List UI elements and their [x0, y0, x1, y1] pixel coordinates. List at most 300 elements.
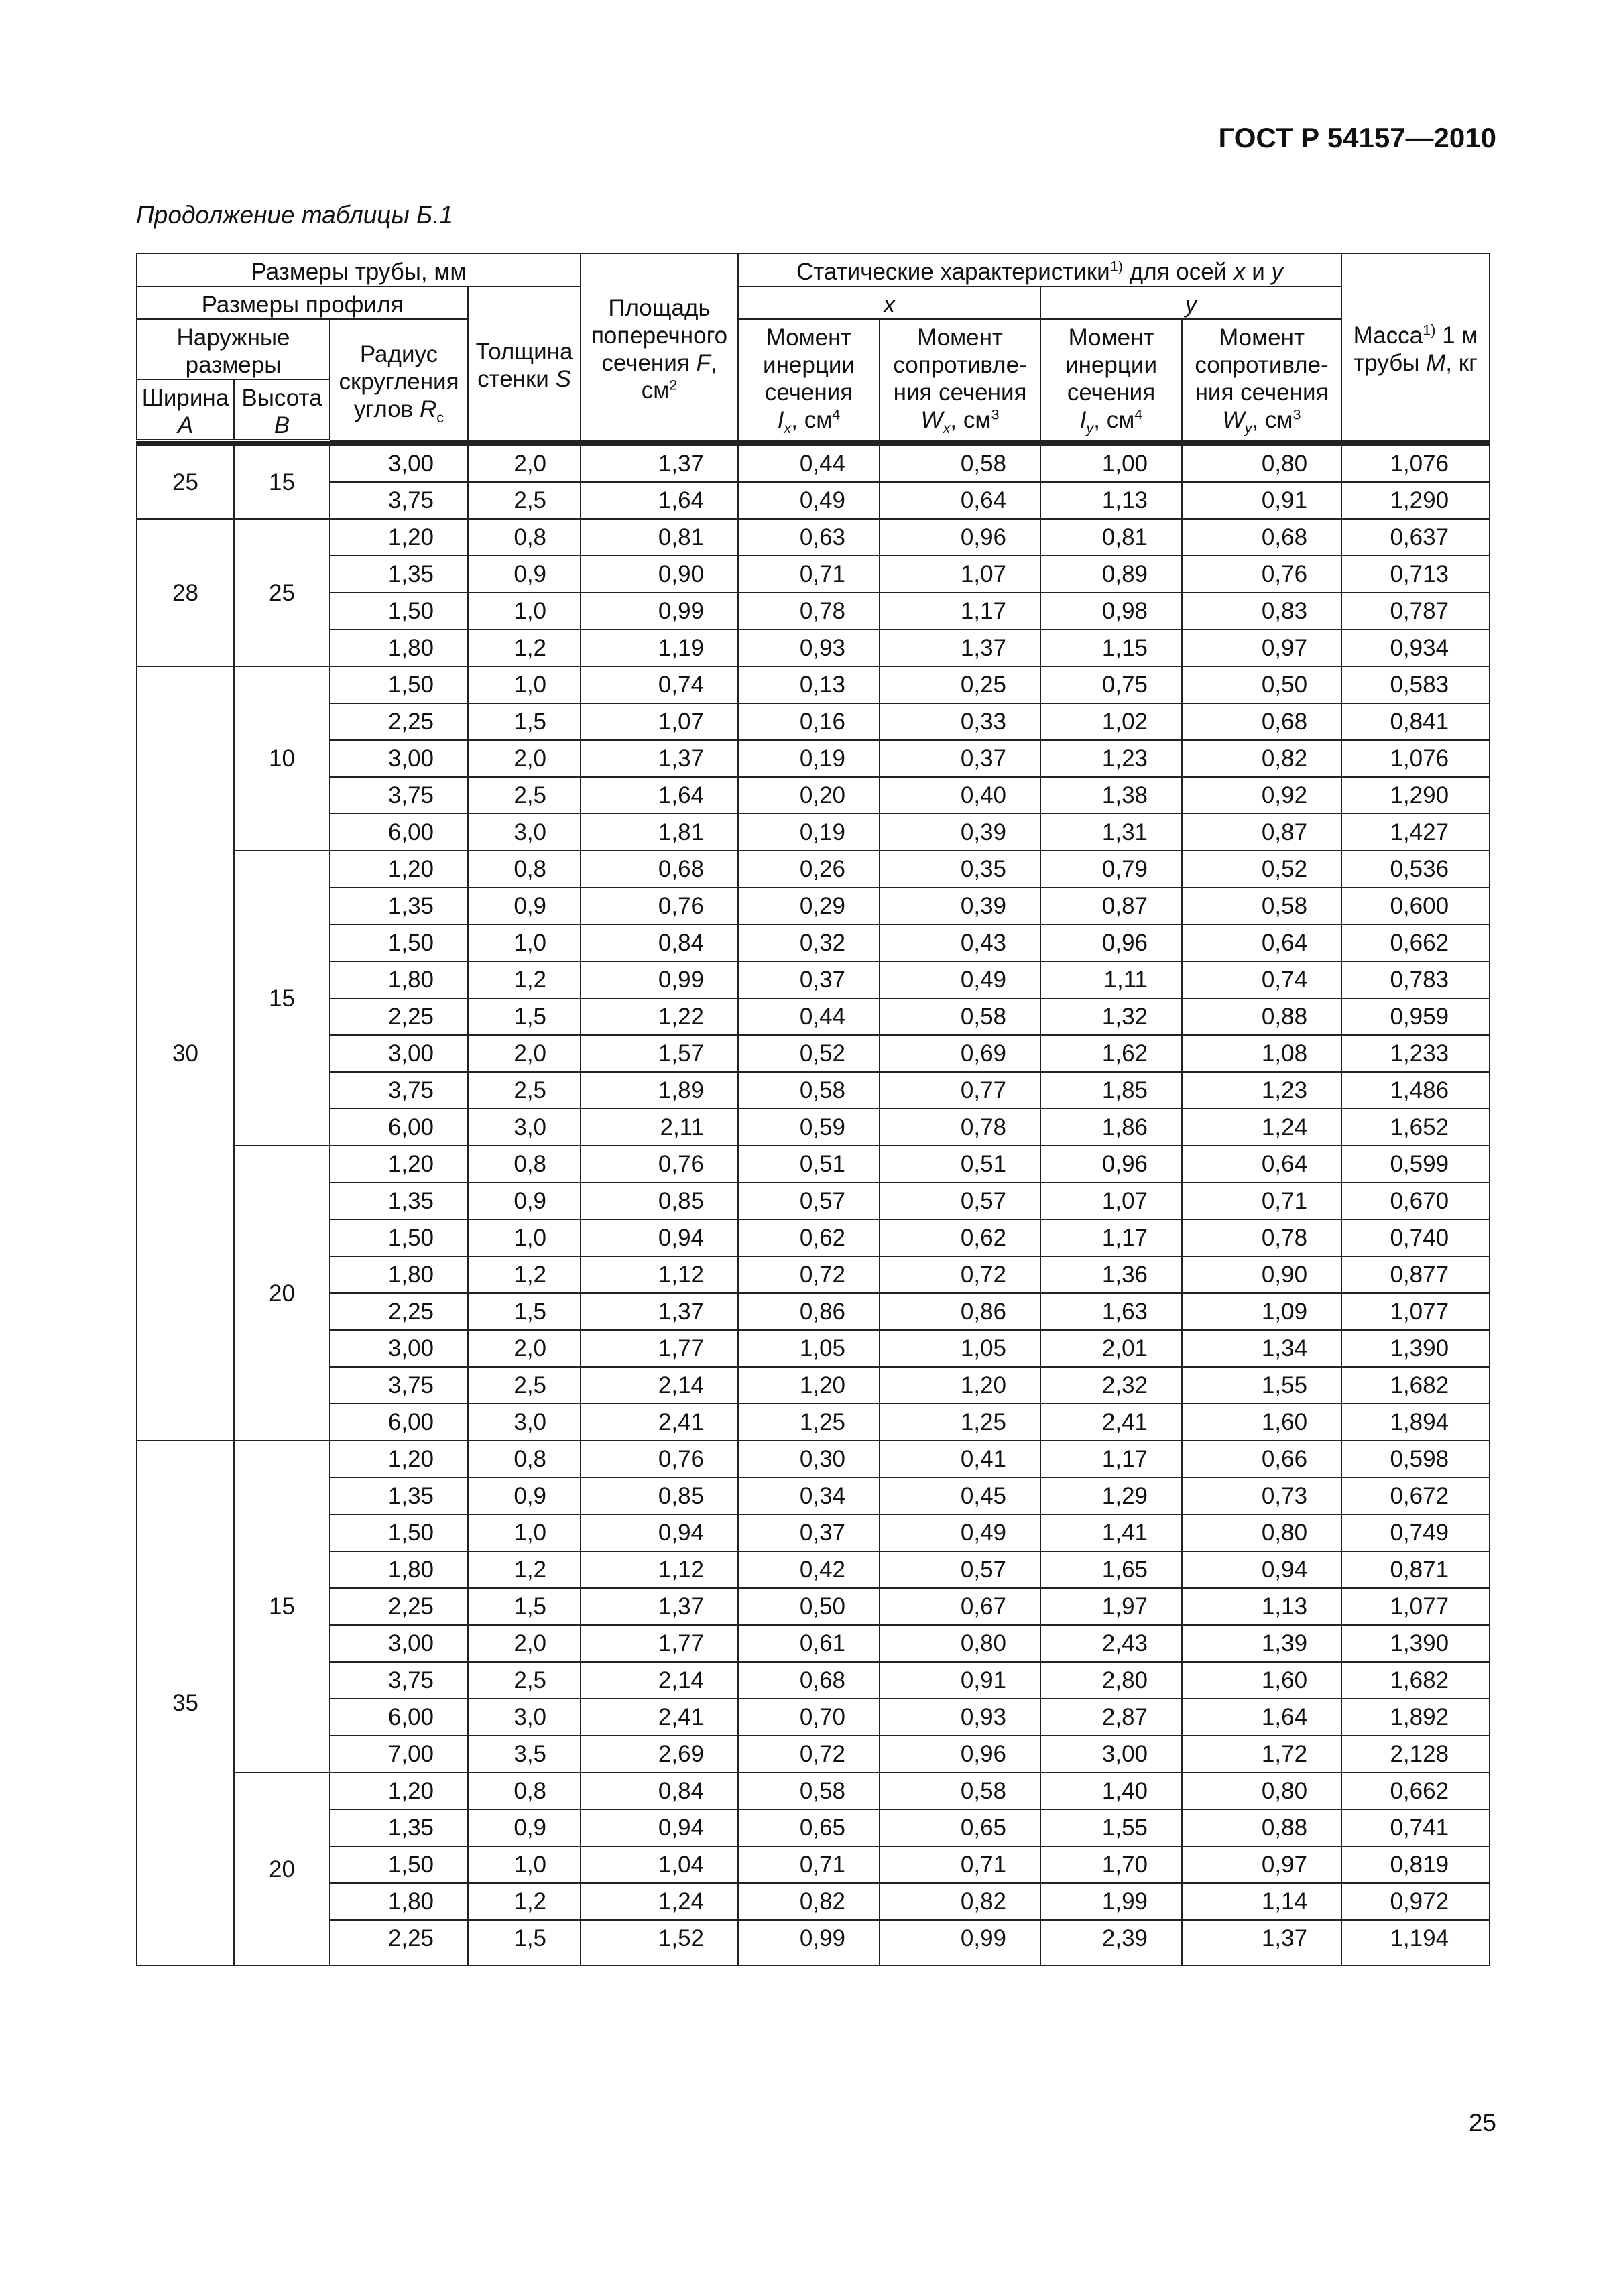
area-cell: 0,85	[581, 1477, 738, 1514]
area-cell: 0,76	[581, 888, 738, 924]
wx-cell: 0,96	[880, 519, 1040, 556]
area-cell: 1,89	[581, 1072, 738, 1109]
iy-cell: 1,00	[1040, 444, 1182, 483]
wx-cell: 0,58	[880, 444, 1040, 483]
area-cell: 0,94	[581, 1514, 738, 1551]
table-caption: Продолжение таблицы Б.1	[136, 201, 453, 229]
wall-cell: 0,8	[468, 851, 581, 888]
wx-cell: 0,64	[880, 482, 1040, 519]
header-wy: Момент сопротивле-ния сечения $W_y$, $см^3$	[1182, 319, 1341, 441]
page-number: 25	[1468, 2109, 1496, 2136]
iy-cell: 2,39	[1040, 1920, 1182, 1966]
mass-cell: 0,934	[1341, 629, 1490, 666]
wx-cell: 0,33	[880, 703, 1040, 740]
radius-cell: 1,35	[330, 888, 468, 924]
height-cell: 10	[234, 666, 330, 851]
wx-cell: 0,49	[880, 1514, 1040, 1551]
iy-cell: 1,62	[1040, 1035, 1182, 1072]
wall-cell: 3,0	[468, 1404, 581, 1441]
header-outer-sizes: Наружные размеры	[137, 319, 330, 379]
wx-cell: 0,43	[880, 924, 1040, 961]
table-row	[137, 851, 1490, 888]
area-cell: 1,07	[581, 703, 738, 740]
table-row	[137, 1514, 1490, 1551]
radius-cell: 3,00	[330, 740, 468, 777]
iy-cell: 1,32	[1040, 998, 1182, 1035]
area-cell: 0,90	[581, 556, 738, 593]
wx-cell: 0,62	[880, 1219, 1040, 1256]
ix-cell: 0,93	[738, 629, 880, 666]
iy-cell: 0,96	[1040, 924, 1182, 961]
iy-cell: 0,89	[1040, 556, 1182, 593]
ix-cell: 1,05	[738, 1330, 880, 1367]
ix-cell: 1,25	[738, 1404, 880, 1441]
wx-cell: 1,07	[880, 556, 1040, 593]
header-corner-radius: Радиус скругления углов $R_c$	[330, 319, 468, 441]
ix-cell: 0,86	[738, 1293, 880, 1330]
area-cell: 1,64	[581, 777, 738, 814]
area-cell: 1,12	[581, 1551, 738, 1588]
wall-cell: 0,8	[468, 1441, 581, 1477]
area-cell: 0,74	[581, 666, 738, 703]
wy-cell: 0,82	[1182, 740, 1341, 777]
area-cell: 1,64	[581, 482, 738, 519]
wall-cell: 0,8	[468, 519, 581, 556]
mass-cell: 1,892	[1341, 1699, 1490, 1736]
mass-cell: 1,486	[1341, 1072, 1490, 1109]
wy-cell: 1,37	[1182, 1920, 1341, 1966]
ix-cell: 0,70	[738, 1699, 880, 1736]
mass-cell: 1,194	[1341, 1920, 1490, 1966]
radius-cell: 3,00	[330, 1330, 468, 1367]
mass-cell: 0,783	[1341, 961, 1490, 998]
ix-cell: 0,42	[738, 1551, 880, 1588]
iy-cell: 1,97	[1040, 1588, 1182, 1625]
area-cell: 0,85	[581, 1183, 738, 1219]
wall-cell: 0,9	[468, 1809, 581, 1846]
iy-cell: 0,98	[1040, 593, 1182, 629]
wall-cell: 1,2	[468, 1551, 581, 1588]
radius-cell: 3,00	[330, 1625, 468, 1662]
mass-cell: 0,741	[1341, 1809, 1490, 1846]
wy-cell: 0,80	[1182, 1514, 1341, 1551]
wy-cell: 1,09	[1182, 1293, 1341, 1330]
iy-cell: 1,07	[1040, 1183, 1182, 1219]
iy-cell: 1,70	[1040, 1846, 1182, 1883]
iy-cell: 1,15	[1040, 629, 1182, 666]
wx-cell: 0,37	[880, 740, 1040, 777]
header-wx: Момент сопротивле-ния сечения $W_x$, $см^3$	[880, 319, 1040, 441]
wx-cell: 0,39	[880, 888, 1040, 924]
wall-cell: 2,5	[468, 1662, 581, 1699]
radius-cell: 1,35	[330, 1477, 468, 1514]
wy-cell: 1,13	[1182, 1588, 1341, 1625]
ix-cell: 0,99	[738, 1920, 880, 1966]
ix-cell: 0,58	[738, 1772, 880, 1809]
wy-cell: 0,78	[1182, 1219, 1341, 1256]
ix-cell: 0,65	[738, 1809, 880, 1846]
iy-cell: 2,01	[1040, 1330, 1182, 1367]
iy-cell: 1,02	[1040, 703, 1182, 740]
table-row	[137, 1330, 1490, 1367]
mass-cell: 0,749	[1341, 1514, 1490, 1551]
ix-cell: 0,78	[738, 593, 880, 629]
table-row	[137, 629, 1490, 666]
wy-cell: 0,64	[1182, 1146, 1341, 1183]
radius-cell: 1,20	[330, 1441, 468, 1477]
wy-cell: 0,92	[1182, 777, 1341, 814]
table-row	[137, 1588, 1490, 1625]
wx-cell: 0,40	[880, 777, 1040, 814]
wall-cell: 1,0	[468, 593, 581, 629]
mass-cell: 1,682	[1341, 1367, 1490, 1404]
wx-cell: 0,69	[880, 1035, 1040, 1072]
wx-cell: 0,72	[880, 1256, 1040, 1293]
wy-cell: 0,76	[1182, 556, 1341, 593]
mass-cell: 0,599	[1341, 1146, 1490, 1183]
radius-cell: 1,80	[330, 1256, 468, 1293]
mass-cell: 1,652	[1341, 1109, 1490, 1146]
table-header	[137, 253, 1490, 444]
width-cell: 30	[137, 666, 234, 1441]
ix-cell: 0,44	[738, 444, 880, 483]
width-cell: 28	[137, 519, 234, 666]
wx-cell: 0,57	[880, 1183, 1040, 1219]
ix-cell: 0,71	[738, 1846, 880, 1883]
iy-cell: 1,36	[1040, 1256, 1182, 1293]
wall-cell: 3,0	[468, 1109, 581, 1146]
radius-cell: 6,00	[330, 1109, 468, 1146]
ix-cell: 0,58	[738, 1072, 880, 1109]
table-row	[137, 961, 1490, 998]
mass-cell: 0,841	[1341, 703, 1490, 740]
area-cell: 1,81	[581, 814, 738, 851]
wy-cell: 0,97	[1182, 1846, 1341, 1883]
mass-cell: 1,290	[1341, 482, 1490, 519]
wy-cell: 0,71	[1182, 1183, 1341, 1219]
wall-cell: 2,0	[468, 1625, 581, 1662]
wy-cell: 0,68	[1182, 703, 1341, 740]
radius-cell: 1,80	[330, 1883, 468, 1920]
wx-cell: 0,25	[880, 666, 1040, 703]
wx-cell: 0,41	[880, 1441, 1040, 1477]
wx-cell: 1,17	[880, 593, 1040, 629]
header-height: Высота B	[234, 379, 330, 441]
iy-cell: 0,75	[1040, 666, 1182, 703]
header-axis-x: x	[738, 286, 1040, 319]
mass-cell: 0,662	[1341, 924, 1490, 961]
table-row	[137, 593, 1490, 629]
mass-cell: 0,598	[1341, 1441, 1490, 1477]
wx-cell: 0,82	[880, 1883, 1040, 1920]
mass-cell: 1,076	[1341, 740, 1490, 777]
wx-cell: 1,37	[880, 629, 1040, 666]
area-cell: 0,84	[581, 1772, 738, 1809]
table-row	[137, 998, 1490, 1035]
height-cell: 15	[234, 1441, 330, 1772]
area-cell: 2,11	[581, 1109, 738, 1146]
ix-cell: 0,72	[738, 1256, 880, 1293]
table-row	[137, 1551, 1490, 1588]
table-row	[137, 1219, 1490, 1256]
radius-cell: 3,00	[330, 444, 468, 483]
radius-cell: 3,75	[330, 1072, 468, 1109]
mass-cell: 1,427	[1341, 814, 1490, 851]
iy-cell: 1,40	[1040, 1772, 1182, 1809]
ix-cell: 0,19	[738, 740, 880, 777]
area-cell: 1,37	[581, 1293, 738, 1330]
wall-cell: 1,5	[468, 1920, 581, 1966]
radius-cell: 3,75	[330, 1662, 468, 1699]
wall-cell: 1,5	[468, 998, 581, 1035]
pipe-properties-table	[136, 253, 1490, 1966]
wy-cell: 1,64	[1182, 1699, 1341, 1736]
mass-cell: 0,600	[1341, 888, 1490, 924]
iy-cell: 1,86	[1040, 1109, 1182, 1146]
header-pipe-sizes: Размеры трубы, мм	[137, 253, 581, 286]
iy-cell: 2,32	[1040, 1367, 1182, 1404]
ix-cell: 0,44	[738, 998, 880, 1035]
mass-cell: 1,390	[1341, 1625, 1490, 1662]
iy-cell: 1,17	[1040, 1441, 1182, 1477]
ix-cell: 0,30	[738, 1441, 880, 1477]
iy-cell: 2,80	[1040, 1662, 1182, 1699]
radius-cell: 1,50	[330, 666, 468, 703]
area-cell: 2,14	[581, 1662, 738, 1699]
radius-cell: 1,50	[330, 1846, 468, 1883]
table-row	[137, 1183, 1490, 1219]
area-cell: 2,41	[581, 1404, 738, 1441]
area-cell: 2,69	[581, 1736, 738, 1772]
area-cell: 1,19	[581, 629, 738, 666]
iy-cell: 1,65	[1040, 1551, 1182, 1588]
iy-cell: 3,00	[1040, 1736, 1182, 1772]
table-row	[137, 703, 1490, 740]
area-cell: 1,24	[581, 1883, 738, 1920]
wx-cell: 0,86	[880, 1293, 1040, 1330]
table-row	[137, 1920, 1490, 1966]
wall-cell: 2,5	[468, 1072, 581, 1109]
wall-cell: 0,8	[468, 1146, 581, 1183]
wy-cell: 1,14	[1182, 1883, 1341, 1920]
radius-cell: 1,80	[330, 1551, 468, 1588]
area-cell: 1,04	[581, 1846, 738, 1883]
wy-cell: 1,55	[1182, 1367, 1341, 1404]
iy-cell: 1,41	[1040, 1514, 1182, 1551]
wx-cell: 0,93	[880, 1699, 1040, 1736]
radius-cell: 2,25	[330, 1588, 468, 1625]
table-row	[137, 1699, 1490, 1736]
wx-cell: 0,58	[880, 1772, 1040, 1809]
mass-cell: 1,390	[1341, 1330, 1490, 1367]
wy-cell: 0,88	[1182, 998, 1341, 1035]
table-row	[137, 1404, 1490, 1441]
area-cell: 1,12	[581, 1256, 738, 1293]
ix-cell: 0,20	[738, 777, 880, 814]
wall-cell: 1,2	[468, 629, 581, 666]
radius-cell: 3,75	[330, 482, 468, 519]
mass-cell: 2,128	[1341, 1736, 1490, 1772]
radius-cell: 6,00	[330, 1404, 468, 1441]
wall-cell: 1,0	[468, 666, 581, 703]
wy-cell: 0,58	[1182, 888, 1341, 924]
table-row	[137, 482, 1490, 519]
iy-cell: 0,81	[1040, 519, 1182, 556]
ix-cell: 1,20	[738, 1367, 880, 1404]
area-cell: 2,14	[581, 1367, 738, 1404]
area-cell: 1,37	[581, 740, 738, 777]
radius-cell: 1,50	[330, 1514, 468, 1551]
mass-cell: 1,077	[1341, 1293, 1490, 1330]
wy-cell: 0,74	[1182, 961, 1341, 998]
wall-cell: 1,2	[468, 961, 581, 998]
wy-cell: 0,64	[1182, 924, 1341, 961]
wall-cell: 3,0	[468, 1699, 581, 1736]
mass-cell: 0,740	[1341, 1219, 1490, 1256]
wy-cell: 1,60	[1182, 1662, 1341, 1699]
area-cell: 1,22	[581, 998, 738, 1035]
wall-cell: 0,9	[468, 556, 581, 593]
table-row	[137, 888, 1490, 924]
ix-cell: 0,32	[738, 924, 880, 961]
wx-cell: 0,99	[880, 1920, 1040, 1966]
wall-cell: 1,0	[468, 1219, 581, 1256]
ix-cell: 0,61	[738, 1625, 880, 1662]
wx-cell: 1,20	[880, 1367, 1040, 1404]
ix-cell: 0,71	[738, 556, 880, 593]
ix-cell: 0,49	[738, 482, 880, 519]
iy-cell: 1,55	[1040, 1809, 1182, 1846]
iy-cell: 1,13	[1040, 482, 1182, 519]
standard-number: ГОСТ Р 54157—2010	[1218, 122, 1496, 154]
wx-cell: 0,39	[880, 814, 1040, 851]
iy-cell: 0,79	[1040, 851, 1182, 888]
ix-cell: 0,52	[738, 1035, 880, 1072]
mass-cell: 0,670	[1341, 1183, 1490, 1219]
ix-cell: 0,29	[738, 888, 880, 924]
height-cell: 20	[234, 1772, 330, 1966]
iy-cell: 0,87	[1040, 888, 1182, 924]
table-row	[137, 444, 1490, 483]
table-row	[137, 1146, 1490, 1183]
wy-cell: 0,68	[1182, 519, 1341, 556]
wy-cell: 1,72	[1182, 1736, 1341, 1772]
header-axis-y: y	[1040, 286, 1341, 319]
table-row	[137, 1662, 1490, 1699]
wall-cell: 2,0	[468, 1035, 581, 1072]
wall-cell: 2,5	[468, 777, 581, 814]
wall-cell: 1,2	[468, 1883, 581, 1920]
table-row	[137, 1109, 1490, 1146]
table-row	[137, 1625, 1490, 1662]
wy-cell: 0,90	[1182, 1256, 1341, 1293]
wx-cell: 0,35	[880, 851, 1040, 888]
wy-cell: 0,91	[1182, 482, 1341, 519]
ix-cell: 0,16	[738, 703, 880, 740]
ix-cell: 0,13	[738, 666, 880, 703]
width-cell: 35	[137, 1441, 234, 1966]
wall-cell: 1,2	[468, 1256, 581, 1293]
ix-cell: 0,82	[738, 1883, 880, 1920]
area-cell: 0,94	[581, 1809, 738, 1846]
wy-cell: 0,87	[1182, 814, 1341, 851]
area-cell: 0,99	[581, 593, 738, 629]
mass-cell: 0,536	[1341, 851, 1490, 888]
wy-cell: 0,94	[1182, 1551, 1341, 1588]
iy-cell: 1,11	[1040, 961, 1182, 998]
wall-cell: 1,5	[468, 1293, 581, 1330]
area-cell: 1,77	[581, 1330, 738, 1367]
wall-cell: 1,5	[468, 703, 581, 740]
iy-cell: 1,63	[1040, 1293, 1182, 1330]
ix-cell: 0,37	[738, 961, 880, 998]
wy-cell: 0,66	[1182, 1441, 1341, 1477]
mass-cell: 0,713	[1341, 556, 1490, 593]
radius-cell: 6,00	[330, 814, 468, 851]
wall-cell: 0,9	[468, 1183, 581, 1219]
wall-cell: 3,5	[468, 1736, 581, 1772]
table-row	[137, 1035, 1490, 1072]
height-cell: 20	[234, 1146, 330, 1441]
iy-cell: 2,87	[1040, 1699, 1182, 1736]
wx-cell: 0,57	[880, 1551, 1040, 1588]
wx-cell: 0,58	[880, 998, 1040, 1035]
table-row	[137, 777, 1490, 814]
wall-cell: 2,0	[468, 444, 581, 483]
radius-cell: 2,25	[330, 1920, 468, 1966]
mass-cell: 0,662	[1341, 1772, 1490, 1809]
ix-cell: 0,68	[738, 1662, 880, 1699]
area-cell: 0,94	[581, 1219, 738, 1256]
wy-cell: 1,34	[1182, 1330, 1341, 1367]
wall-cell: 1,5	[468, 1588, 581, 1625]
radius-cell: 1,50	[330, 924, 468, 961]
wx-cell: 0,91	[880, 1662, 1040, 1699]
iy-cell: 1,17	[1040, 1219, 1182, 1256]
iy-cell: 1,29	[1040, 1477, 1182, 1514]
height-cell: 25	[234, 519, 330, 666]
header-ix: Момент инерции сечения $I_x$, $см^4$	[738, 319, 880, 441]
wall-cell: 0,8	[468, 1772, 581, 1809]
table-row	[137, 740, 1490, 777]
mass-cell: 1,233	[1341, 1035, 1490, 1072]
table-row	[137, 1367, 1490, 1404]
wy-cell: 0,52	[1182, 851, 1341, 888]
area-cell: 0,84	[581, 924, 738, 961]
wy-cell: 0,80	[1182, 444, 1341, 483]
area-cell: 0,76	[581, 1146, 738, 1183]
radius-cell: 1,50	[330, 593, 468, 629]
mass-cell: 0,972	[1341, 1883, 1490, 1920]
ix-cell: 0,50	[738, 1588, 880, 1625]
wx-cell: 0,77	[880, 1072, 1040, 1109]
wy-cell: 0,50	[1182, 666, 1341, 703]
mass-cell: 1,290	[1341, 777, 1490, 814]
table-row	[137, 1846, 1490, 1883]
area-cell: 0,68	[581, 851, 738, 888]
ix-cell: 0,37	[738, 1514, 880, 1551]
table-row	[137, 556, 1490, 593]
mass-cell: 0,871	[1341, 1551, 1490, 1588]
wall-cell: 0,9	[468, 888, 581, 924]
width-cell: 25	[137, 444, 234, 520]
height-cell: 15	[234, 851, 330, 1146]
wall-cell: 3,0	[468, 814, 581, 851]
header-wall-thickness: Толщина стенки S	[468, 286, 581, 441]
wx-cell: 0,45	[880, 1477, 1040, 1514]
iy-cell: 1,31	[1040, 814, 1182, 851]
radius-cell: 3,00	[330, 1035, 468, 1072]
